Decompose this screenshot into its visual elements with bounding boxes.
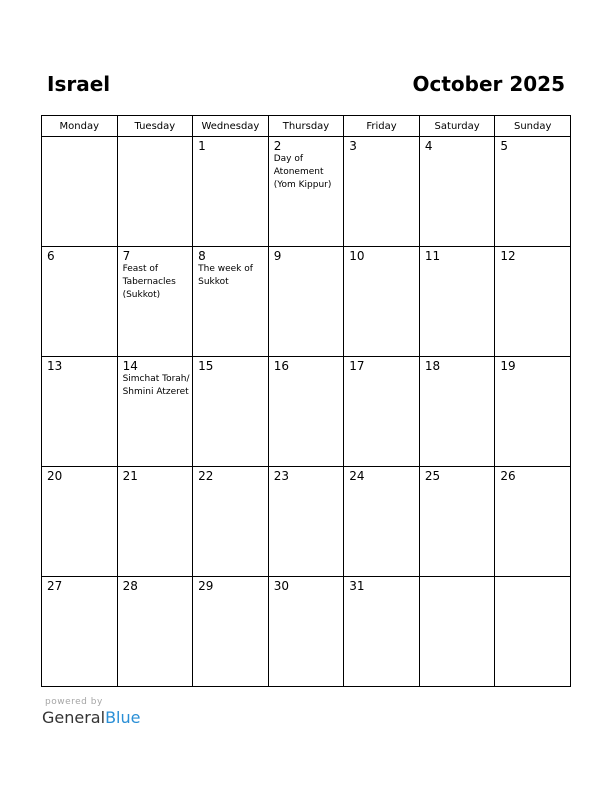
day-cell [42,247,118,357]
month-year-title: October 2025 [412,72,565,96]
holiday-label: Feast of Tabernacles (Sukkot) [122,264,176,300]
day-number: 20 [47,469,63,483]
day-number: 13 [47,359,63,373]
day-cell [419,247,495,357]
day-number: 15 [198,359,214,373]
week-row [42,137,571,247]
week-row [42,247,571,357]
week-row [42,467,571,577]
holiday-label: Day of Atonement (Yom Kippur) [273,154,332,190]
holiday-label: Simchat Torah/ Shmini Atzeret [122,374,190,397]
weekday-header: Friday [344,116,420,137]
day-cell [117,577,193,687]
day-number: 3 [349,139,357,153]
day-cell [344,137,420,247]
day-cell [495,247,571,357]
country-title: Israel [47,72,111,96]
day-number: 19 [500,359,516,373]
day-number: 9 [273,249,282,263]
weekday-header: Monday [42,116,118,137]
day-cell [495,137,571,247]
day-number: 8 [198,249,206,263]
day-number: 22 [198,469,214,483]
holiday-label: The week of Sukkot [198,264,253,287]
day-cell [419,137,495,247]
powered-by-label: powered by [45,697,103,707]
day-cell [193,247,269,357]
day-number: 27 [47,579,63,593]
weekday-header-row [42,116,571,137]
day-number: 30 [273,579,289,593]
week-row [42,577,571,687]
day-number: 10 [349,249,365,263]
day-number: 17 [349,359,365,373]
day-number [495,577,570,579]
day-number: 12 [500,249,516,263]
day-number [42,137,117,139]
day-number: 14 [122,359,138,373]
day-cell [344,467,420,577]
day-cell [344,247,420,357]
day-number: 28 [122,579,138,593]
day-number: 18 [424,359,441,373]
day-number: 6 [47,249,55,263]
day-number: 4 [424,139,433,153]
brand-general-text: General [42,708,106,727]
day-cell [193,137,269,247]
day-cell [42,137,118,247]
brand-wordmark [42,708,140,728]
brand-blue-text: Blue [105,708,141,727]
day-cell [117,467,193,577]
day-cell [419,577,495,687]
day-number: 16 [273,359,289,373]
day-number: 2 [273,139,282,153]
calendar-grid [41,115,571,687]
weekday-header: Wednesday [193,116,269,137]
day-number: 5 [500,139,509,153]
day-number: 1 [198,139,206,153]
day-cell [268,357,344,467]
day-cell [268,467,344,577]
day-number: 24 [349,469,365,483]
day-cell [495,467,571,577]
day-cell [42,577,118,687]
day-number: 21 [122,469,138,483]
day-cell [344,357,420,467]
generalblue-logo [42,697,140,728]
day-number: 31 [349,579,365,593]
weekday-header: Tuesday [117,116,193,137]
day-number: 25 [424,469,441,483]
day-cell [268,137,344,247]
weekday-header: Thursday [268,116,344,137]
week-row [42,357,571,467]
day-cell [495,357,571,467]
day-cell [495,577,571,687]
day-number: 11 [424,249,441,263]
day-cell [42,357,118,467]
day-number: 29 [198,579,214,593]
day-cell [117,137,193,247]
day-number [118,137,193,139]
day-cell [193,357,269,467]
day-cell [419,467,495,577]
day-cell [117,247,193,357]
day-number: 7 [122,249,131,263]
day-cell [268,577,344,687]
day-number: 26 [500,469,516,483]
day-number [420,577,495,579]
day-cell [419,357,495,467]
day-cell [344,577,420,687]
day-cell [268,247,344,357]
day-number: 23 [273,469,289,483]
day-cell [193,577,269,687]
day-cell [42,467,118,577]
day-cell [117,357,193,467]
day-cell [193,467,269,577]
weekday-header: Saturday [419,116,495,137]
weekday-header: Sunday [495,116,571,137]
